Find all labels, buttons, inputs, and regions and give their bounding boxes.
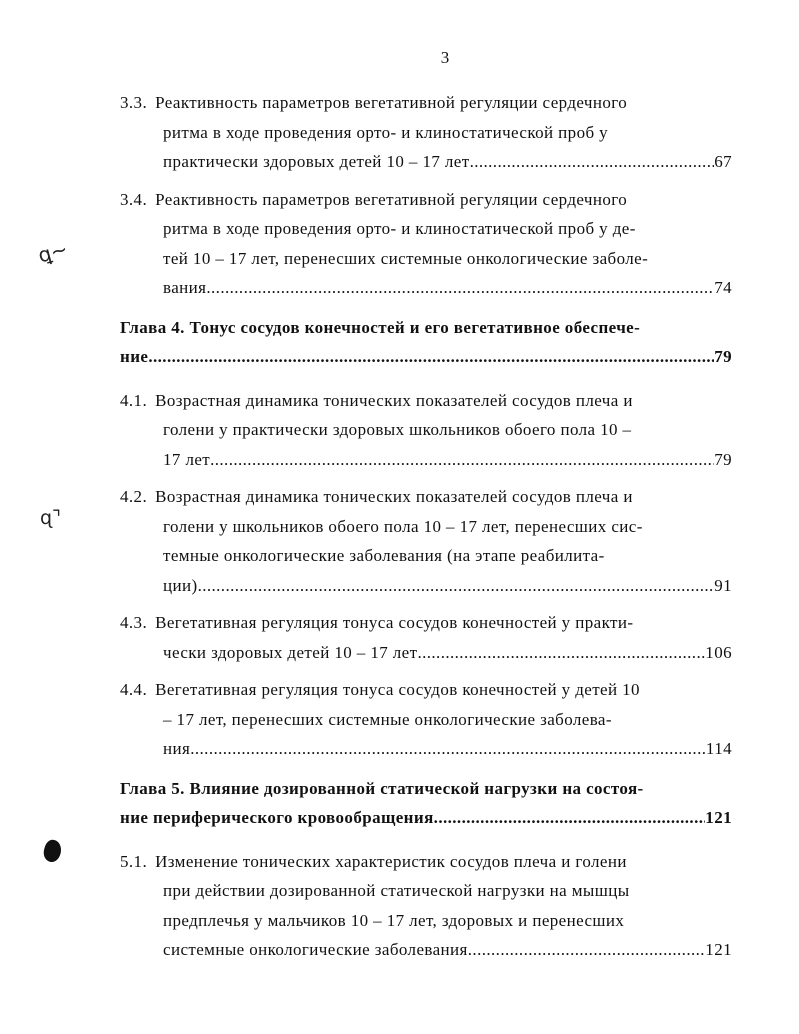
ink-blot	[41, 838, 64, 864]
section-number: 3.4.	[120, 189, 148, 209]
page-ref: 114	[705, 739, 732, 758]
table-of-contents	[120, 88, 732, 973]
page-ref: 121	[705, 808, 732, 827]
toc-entry-3-4[interactable]: 3.4. Реактивность параметров вегетативной регуляции сердечного ритма в ходе проведения орто- и клиностатической проб у де- тей 10 – 17 лет, перенесших системные онкологические заболе- вания ..... 74	[120, 185, 732, 303]
toc-entry-4-2[interactable]: 4.2. Возрастная динамика тонических показателей сосудов плеча и голени у школьников обоего пола 10 – 17 лет, перенесших сис- темные онкологические заболевания (на этапе реабилита- ции) ..... 91	[120, 482, 732, 600]
handwritten-mark: ꝗ~	[35, 236, 71, 268]
page-ref: 74	[714, 278, 732, 297]
toc-entry-4-1[interactable]: 4.1. Возрастная динамика тонических показателей сосудов плеча и голени у практически здоровых школьников обоего пола 10 – 17 лет ..... 79	[120, 386, 732, 475]
page-ref: 67	[714, 152, 732, 171]
toc-entry-3-3[interactable]: 3.3. Реактивность параметров вегетативной регуляции сердечного ритма в ходе проведения орто- и клиностатической проб у практически здоровых детей 10 – 17 лет ..... 67	[120, 88, 732, 177]
section-number: 4.4.	[120, 680, 148, 699]
toc-chapter-5[interactable]: Глава 5. Влияние дозированной статической нагрузки на состоя- ние периферического кровообращения ..... 121	[120, 774, 732, 833]
toc-entry-5-1[interactable]: 5.1. Изменение тонических характеристик сосудов плеча и голени при действии дозированной статической нагрузки на мышцы предплечья у мальчиков 10 – 17 лет, здоровых и перенесших системные онкологические заболевания ..... 121	[120, 847, 732, 965]
page-ref: 79	[714, 347, 732, 366]
page-ref: 91	[714, 575, 732, 595]
page-ref: 106	[705, 642, 732, 662]
page-number: 3	[440, 48, 450, 67]
section-number: 3.3.	[120, 93, 148, 112]
section-number: 4.2.	[120, 487, 148, 506]
page-ref: 121	[705, 940, 732, 959]
page-ref: 79	[714, 449, 732, 469]
toc-chapter-4[interactable]: Глава 4. Тонус сосудов конечностей и его вегетативное обеспече- ние ..... 79	[120, 313, 732, 372]
section-number: 5.1.	[120, 851, 148, 871]
section-number: 4.1.	[120, 390, 148, 410]
section-number: 4.3.	[120, 613, 148, 632]
toc-entry-4-3[interactable]: 4.3. Вегетативная регуляция тонуса сосудов конечностей у практи- чески здоровых детей 10 – 17 лет ..... 106	[120, 608, 732, 667]
handwritten-mark: ɋ⌝	[40, 507, 61, 529]
toc-entry-4-4[interactable]: 4.4. Вегетативная регуляция тонуса сосудов конечностей у детей 10 – 17 лет, перенесших системные онкологические заболева- ния ..... 114	[120, 675, 732, 764]
